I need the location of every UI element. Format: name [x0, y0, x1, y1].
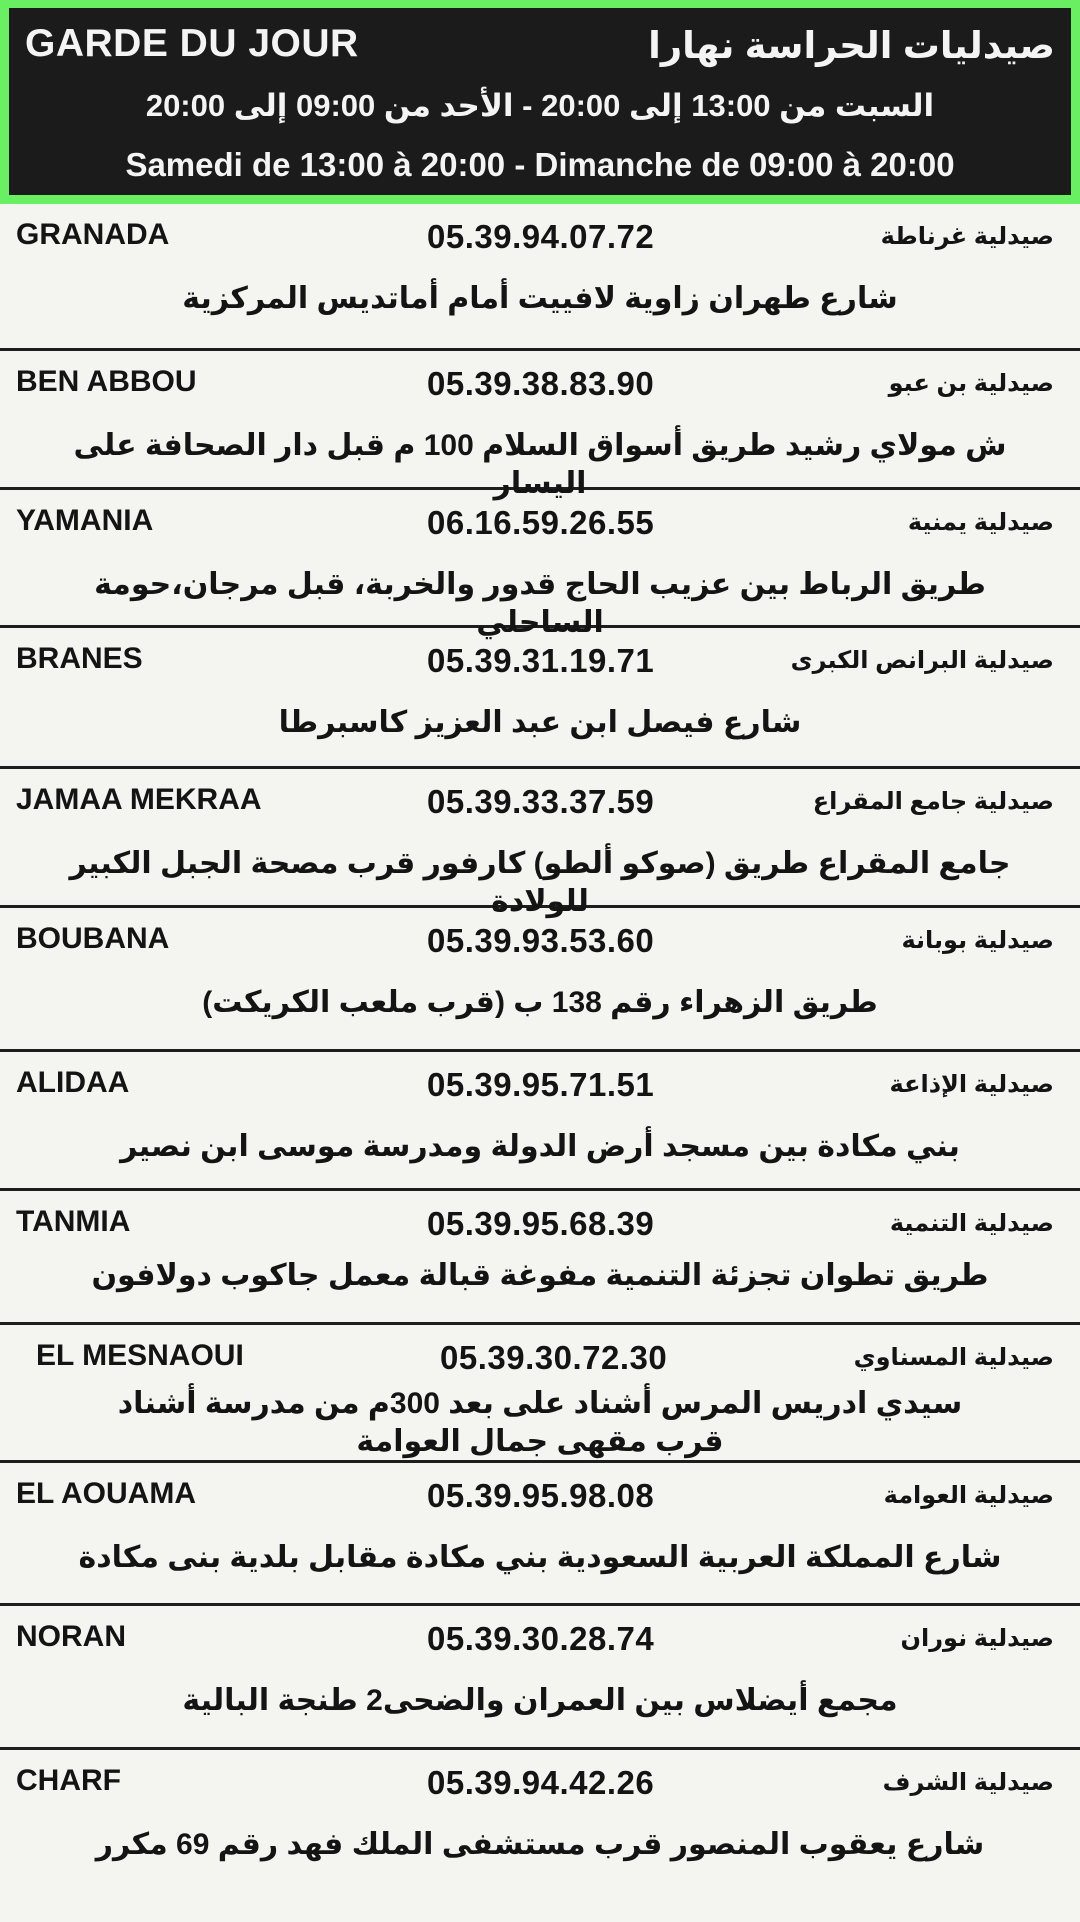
pharmacy-address: شارع يعقوب المنصور قرب مستشفى الملك فهد رقم 69 مكرر [95, 1828, 985, 1861]
pharmacy-name-ar: صيدلية بوبانة [901, 927, 1054, 954]
pharmacy-name-ar: صيدلية غرناطة [880, 223, 1054, 250]
pharmacy-entry [0, 1606, 1080, 1750]
pharmacy-name: BEN ABBOU [16, 365, 197, 398]
pharmacy-entry [0, 628, 1080, 769]
pharmacy-phone: 05.39.94.07.72 [427, 218, 655, 255]
pharmacy-phone: 05.39.30.28.74 [427, 1620, 655, 1657]
pharmacy-phone: 05.39.95.68.39 [427, 1205, 655, 1242]
pharmacy-entry [0, 908, 1080, 1052]
pharmacy-address: ش مولاي رشيد طريق أسواق السلام 100 م قبل دار الصحافة على اليسار [73, 429, 1007, 500]
pharmacy-name-ar: صيدلية نوران [900, 1625, 1054, 1652]
pharmacy-entry [0, 1750, 1080, 1922]
pharmacy-entry [0, 204, 1080, 351]
pharmacy-phone: 05.39.94.42.26 [427, 1764, 655, 1801]
pharmacy-name: EL MESNAOUI [36, 1339, 244, 1372]
pharmacy-address: طريق الزهراء رقم 138 ب (قرب ملعب الكريكت) [202, 986, 878, 1019]
pharmacy-name-ar: صيدلية يمنية [907, 509, 1054, 536]
pharmacy-address: شارع المملكة العربية السعودية بني مكادة مقابل بلدية بنى مكادة [78, 1541, 1002, 1574]
pharmacy-phone: 05.39.33.37.59 [427, 783, 655, 820]
pharmacy-name-ar: صيدلية العوامة [883, 1482, 1054, 1509]
pharmacy-name-ar: صيدلية المسناوي [853, 1344, 1054, 1371]
pharmacy-name: GRANADA [16, 218, 170, 251]
pharmacy-name: NORAN [16, 1620, 126, 1653]
pharmacy-name: TANMIA [16, 1205, 131, 1238]
pharmacy-name-ar: صيدلية البرانص الكبرى [790, 647, 1054, 674]
pharmacy-phone: 05.39.30.72.30 [440, 1339, 668, 1376]
pharmacy-entry [0, 490, 1080, 639]
pharmacy-name: BRANES [16, 642, 143, 675]
pharmacy-entry [0, 1463, 1080, 1606]
pharmacy-phone: 05.39.93.53.60 [427, 922, 655, 959]
pharmacy-address: شارع طهران زاوية لافييت أمام أماتديس المركزية [182, 282, 898, 315]
pharmacy-name-ar: صيدلية التنمية [889, 1210, 1054, 1237]
pharmacy-name-ar: صيدلية الشرف [882, 1769, 1054, 1796]
pharmacy-entry [0, 1325, 1080, 1463]
pharmacy-address: بني مكادة بين مسجد أرض الدولة ومدرسة موسى ابن نصير [120, 1130, 960, 1163]
pharmacy-address: شارع فيصل ابن عبد العزيز كاسبرطا [278, 706, 802, 739]
pharmacy-address: طريق تطوان تجزئة التنمية مفوغة قبالة معمل جاكوب دولافون [91, 1259, 989, 1292]
pharmacy-name-ar: صيدلية جامع المقراع [812, 788, 1054, 815]
pharmacy-entry [0, 1191, 1080, 1325]
pharmacy-name: CHARF [16, 1764, 121, 1797]
pharmacy-name: YAMANIA [16, 504, 154, 537]
pharmacy-name: EL AOUAMA [16, 1477, 196, 1510]
pharmacy-address: سيدي ادريس المرس أشناد على بعد 300م من مدرسة أشناد قرب مقهى جمال العوامة [117, 1387, 963, 1458]
pharmacy-address: طريق الرباط بين عزيب الحاج قدور والخربة، قبل مرجان،حومة الساحلي [94, 568, 986, 639]
pharmacy-phone: 05.39.95.98.08 [427, 1477, 655, 1514]
pharmacy-address: مجمع أيضلاس بين العمران والضحى2 طنجة البالية [182, 1684, 898, 1717]
pharmacy-name: JAMAA MEKRAA [16, 783, 262, 816]
pharmacy-entry [0, 1052, 1080, 1191]
header-banner [0, 0, 1080, 204]
header-hours-ar: السبت من 13:00 إلى 20:00 - الأحد من 09:00 إلى 20:00 [145, 88, 935, 123]
pharmacy-phone: 05.39.38.83.90 [427, 365, 655, 402]
pharmacy-entry [0, 351, 1080, 500]
pharmacy-phone: 05.39.31.19.71 [427, 642, 655, 679]
header-title-ar: صيدليات الحراسة نهارا [648, 25, 1055, 66]
pharmacy-address: جامع المقراع طريق (صوكو ألطو) كارفور قرب مصحة الجبل الكبير للولادة [69, 847, 1011, 918]
pharmacy-name-ar: صيدلية الإذاعة [889, 1071, 1054, 1098]
header-panel [9, 8, 1071, 195]
pharmacy-name: ALIDAA [16, 1066, 130, 1099]
pharmacy-entry [0, 769, 1080, 918]
pharmacy-name: BOUBANA [16, 922, 170, 955]
pharmacy-phone: 05.39.95.71.51 [427, 1066, 655, 1103]
header-title-fr: GARDE DU JOUR [25, 22, 359, 65]
header-hours-fr: Samedi de 13:00 à 20:00 - Dimanche de 09:00 à 20:00 [125, 146, 955, 183]
pharmacy-phone: 06.16.59.26.55 [427, 504, 655, 541]
pharmacy-name-ar: صيدلية بن عبو [888, 370, 1054, 397]
